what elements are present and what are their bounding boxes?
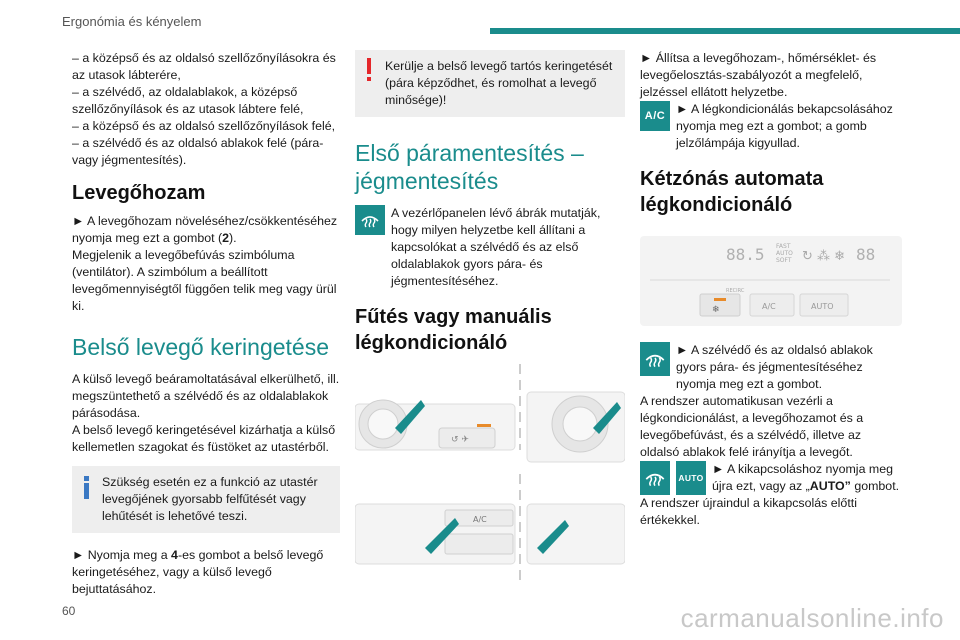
elso-paragraph: A vezérlőpanelen lévő ábrák mutatják, hogy milyen helyzetbe kell állítani a kapcsolókat a szélvédő és az első oldalablakok gyors pára- és jégmentesítéséhez. xyxy=(391,206,601,288)
belso-paragraph-2: A belső levegő keringetésével kizárhatja a külső kellemetlen szagokat és füstöket az utastérből. xyxy=(72,423,336,454)
panel-ac-button: A/C xyxy=(762,302,776,311)
display-right: 88 xyxy=(856,245,876,264)
section-title-futes: Fűtés vagy manuális légkondicionáló xyxy=(355,306,552,354)
svg-text:RECIRC: RECIRC xyxy=(726,288,745,294)
header-title: Ergonómia és kényelem xyxy=(62,14,202,29)
intro-line: – a középső és az oldalsó szellőzőnyílások felé, xyxy=(72,119,336,133)
ac-row xyxy=(640,101,902,152)
svg-text:SOFT: SOFT xyxy=(776,257,792,264)
defrost-row xyxy=(640,342,902,393)
defrost-icon xyxy=(355,205,385,235)
belso-paragraph-1: A külső levegő beáramoltatásával elkerülhető, ill. megszüntethető a szélvédő és az oldalablakok párásodása. xyxy=(72,372,340,420)
page-number: 60 xyxy=(62,604,76,618)
warning-box xyxy=(355,50,625,117)
section-title-levegohozam: Levegőhozam xyxy=(72,182,206,204)
header-accent-bar xyxy=(490,28,960,34)
elso-paragraph-row xyxy=(355,205,625,290)
defrost-icon xyxy=(640,342,670,376)
svg-text:AUTO: AUTO xyxy=(776,250,793,257)
auto-button-icon: AUTO xyxy=(676,461,706,495)
svg-text:FAST: FAST xyxy=(776,243,791,250)
section-title-belso: Belső levegő keringetése xyxy=(72,334,329,360)
col3-paragraph-1: ► Állítsa a levegőhozam-, hőmérséklet- és levegőelosztás-szabályozót a megfelelő, jelzéssel ellátott helyzetbe. xyxy=(640,51,877,99)
col3-paragraph-6: A rendszer újraindul a kikapcsolás előtti értékekkel. xyxy=(640,496,857,527)
col3-paragraph-4: A rendszer automatikusan vezérli a légkondicionálást, a levegőhozamot és a levegőbefúvást, és a szélvédő, illetve az oldalsó ablakok felé irányítja a levegőt. xyxy=(640,394,864,459)
warning-icon xyxy=(365,58,373,82)
watermark: carmanualsonline.info xyxy=(680,603,944,633)
column-3 xyxy=(640,50,902,529)
intro-line: – a szélvédő, az oldalablakok, a középső szellőzőnyílások és az utasok lábtere felé, xyxy=(72,85,304,116)
col3-paragraph-2: ► A légkondicionálás bekapcsolásához nyomja meg ezt a gombot; a gomb jelzőlámpája kigyullad. xyxy=(676,102,893,150)
levegohozam-paragraph-1: ► A levegőhozam növeléséhez/csökkentéséhez nyomja meg ezt a gombot (2). xyxy=(72,214,338,245)
intro-line: – a szélvédő és az oldalsó ablakok felé (pára-vagy jégmentesítés). xyxy=(72,136,324,167)
svg-text:↺ ✈: ↺ ✈ xyxy=(451,435,469,445)
dual-zone-panel-figure xyxy=(640,236,902,326)
column-1 xyxy=(72,50,340,598)
warning-text: Kerülje a belső levegő tartós keringetését (pára képződhet, és romolhat a levegő minősége)! xyxy=(385,59,613,107)
ac-button-icon: A/C xyxy=(640,101,670,131)
levegohozam-paragraph-2: Megjelenik a levegőbefúvás szimbóluma (ventilátor). A szimbólum a beállított levegőmennyiségtől függően telik meg vagy ürül ki. xyxy=(72,248,337,313)
col3-paragraph-3: ► A szélvédő és az oldalsó ablakok gyors pára- és jégmentesítéséhez nyomja meg ezt a gombot. xyxy=(676,343,873,391)
auto-row xyxy=(640,461,902,495)
info-icon xyxy=(84,476,90,500)
section-title-elso: Első páramentesítés – jégmentesítés xyxy=(355,140,584,194)
belso-paragraph-3: ► Nyomja meg a 4-es gombot a belső levegő keringetéséhez, vagy a külső levegő bejuttatásához. xyxy=(72,548,324,596)
info-box xyxy=(72,466,340,533)
col3-paragraph-5: ► A kikapcsoláshoz nyomja meg újra ezt, vagy az „AUTO” gombot. xyxy=(712,462,900,493)
intro-line: – a középső és az oldalsó szellőzőnyílásokra és az utasok lábterére, xyxy=(72,51,336,82)
svg-text:↻ ⁂ ❄: ↻ ⁂ ❄ xyxy=(802,249,846,264)
manual-ac-panel-figure xyxy=(355,364,625,584)
column-2 xyxy=(355,50,625,584)
panel-auto-button: AUTO xyxy=(811,302,834,311)
defrost-icon xyxy=(640,461,670,495)
figure-ac-label: A/C xyxy=(473,515,487,524)
info-text: Szükség esetén ez a funkció az utastér levegőjének gyorsabb felfűtését vagy lehűtését is lehetővé teszi. xyxy=(102,475,318,523)
svg-text:❄: ❄ xyxy=(712,305,720,315)
section-title-ketzonas: Kétzónás automata légkondicionáló xyxy=(640,168,824,216)
display-left: 88.5 xyxy=(726,245,765,264)
